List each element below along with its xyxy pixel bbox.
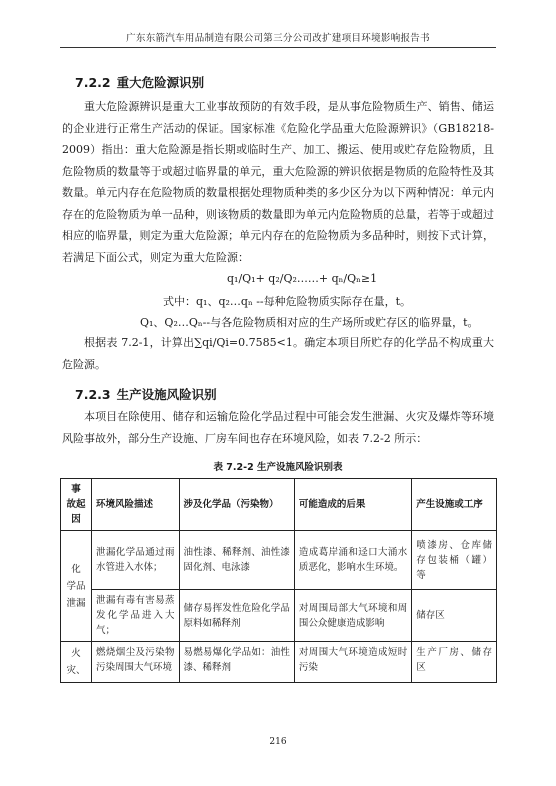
table-cell: 造成葛岸涌和迳口大涌水质恶化，影响水生环境。 [294,531,411,590]
section-conclusion [62,332,494,375]
table-cell: 油性漆、稀释剂、油性漆固化剂、电泳漆 [179,531,294,590]
section-number: 7.2.2 [75,75,111,90]
page-number: 216 [269,737,287,747]
table-cell: 燃烧烟尘及污染物污染周围大气环境 [91,642,179,683]
formula: q₁/Q₁+ q₂/Q₂……+ qₙ/Qₙ≥1 [227,272,378,285]
table-caption: 表 7.2-2 生产设施风险识别表 [213,462,343,473]
table-cell: 喷漆房、仓库储存包装桶（罐）等 [412,531,497,590]
table-cell: 生产厂房、储存区 [412,642,497,683]
category-cell: 火灾、 [61,642,92,683]
category-cell: 化 学品 泄漏 [61,531,92,642]
section-heading-7-2-2 [75,73,204,91]
paragraph-conclusion: 根据表 7.2-1，计算出∑qi/Qi=0.7585<1。确定本项目所贮存的化学品不构成重大危险源。 [62,336,494,371]
table-row [61,642,497,683]
section-number: 7.2.3 [75,387,111,402]
section-heading-7-2-3 [75,385,217,403]
header-cell: 产生设施或工序 [412,479,497,531]
table-cell: 对周围局部大气环境和周围公众健康造成影响 [294,590,411,642]
formula-note-q: 式中：q₁、q₂…qₙ --每种危险物质实际存在量，t。 [163,295,412,308]
table-cell: 储存易挥发性危险化学品原料如稀释剂 [179,590,294,642]
table-cell: 储存区 [412,590,497,642]
section-title: 重大危险源识别 [116,75,205,90]
risk-table [60,478,497,683]
table-row [61,590,497,642]
table-header-row [61,479,497,531]
section-title: 生产设施风险识别 [116,387,217,402]
section-body-7-2-3 [62,406,494,449]
paragraph-facility-risk: 本项目在除使用、储存和运输危险化学品过程中可能会发生泄漏、火灾及爆炸等环境风险事故外，部分生产设施、厂房车间也存在环境风险，如表 7.2-2 所示： [62,410,494,445]
header-cell: 事 故起因 [61,479,92,531]
paragraph-major-hazard: 重大危险源辨识是重大工业事故预防的有效手段，是从事危险物质生产、销售、储运的企业进行正常生产活动的保证。国家标准《危险化学品重大危险源辨识》（GB18218-2009）指出：重大危险源是指长期或临时生产、加工、搬运、使用或贮存危险物质，且危险物质的数量等于或超过临界量的单元，重大危险源的辨识依据是物质的危险特性及其数量。单元内存在危险物质的数量根据处理物质种类的多少区分为以下两种情况：单元内存在的危险物质为单一品种，则该物质的数量即为单元内危险物质的总量，若等于或超过相应的临界量，则定为重大危险源；单元内存在的危险物质为多品种时，则按下式计算，若满足下面公式，则定为重大危险源： [62,100,494,264]
header-cell: 环境风险描述 [91,479,179,531]
header-cell: 可能造成的后果 [294,479,411,531]
formula-note-Q: Q₁、Q₂…Qₙ--与各危险物质相对应的生产场所或贮存区的临界量，t。 [140,316,479,329]
table-row [61,531,497,590]
table-cell: 泄漏化学品通过雨水管进入水体； [91,531,179,590]
section-body-7-2-2 [62,96,494,268]
table-cell: 易燃易爆化学品如：油性漆、稀释剂 [179,642,294,683]
page-header: 广东东箭汽车用品制造有限公司第三分公司改扩建项目环境影响报告书 [60,30,496,48]
table-cell: 泄漏有毒有害易蒸发化学品进入大气； [91,590,179,642]
header-cell: 涉及化学品（污染物） [179,479,294,531]
table-cell: 对周围大气环境造成短时污染 [294,642,411,683]
